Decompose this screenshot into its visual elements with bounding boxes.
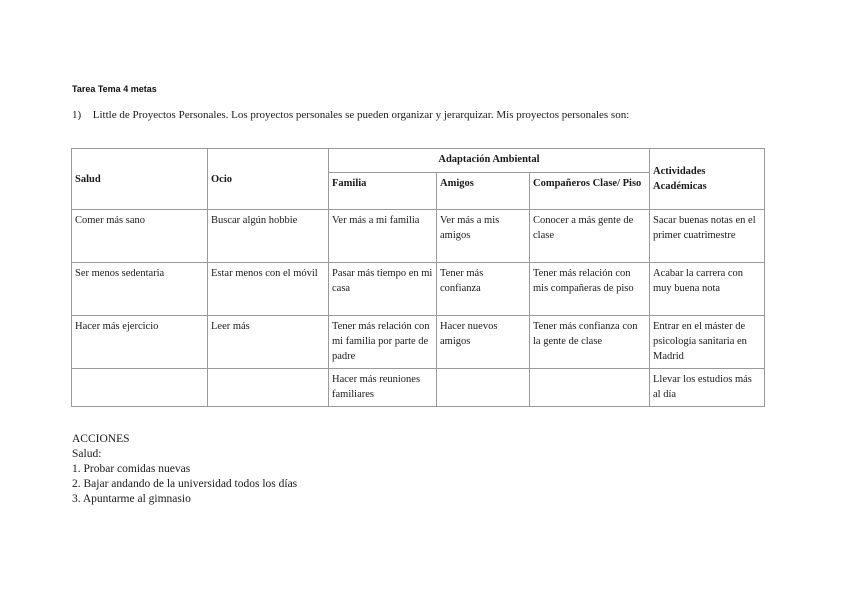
header-adaptacion-ambiental: Adaptación Ambiental — [329, 149, 650, 173]
intro-paragraph — [72, 109, 629, 121]
list-item: 2. Bajar andando de la universidad todos los días — [72, 478, 298, 490]
table-cell: Estar menos con el móvil — [208, 263, 329, 316]
table-cell: Ver más a mi familia — [329, 210, 437, 263]
table-cell: Tener más confianza — [437, 263, 530, 316]
table-row — [72, 210, 765, 263]
table-cell: Hacer más ejercicio — [72, 316, 208, 369]
projects-table — [71, 148, 765, 407]
table-cell: Pasar más tiempo en mi casa — [329, 263, 437, 316]
document-title: Tarea Tema 4 metas — [72, 84, 157, 94]
table-cell — [530, 369, 650, 407]
table-row — [72, 263, 765, 316]
table-cell — [437, 369, 530, 407]
intro-number: 1) — [72, 109, 82, 121]
table-cell: Acabar la carrera con muy buena nota — [650, 263, 765, 316]
header-familia: Familia — [329, 173, 437, 210]
table-cell: Tener más relación con mis compañeras de piso — [530, 263, 650, 316]
header-salud: Salud — [72, 149, 208, 210]
header-actividades-academicas: Actividades Académicas — [650, 149, 765, 210]
intro-text: Little de Proyectos Personales. Los proyectos personales se pueden organizar y jerarquizar. Mis proyectos personales son: — [92, 109, 630, 121]
acciones-heading: ACCIONES — [72, 433, 130, 445]
list-item: 1. Probar comidas nuevas — [72, 463, 191, 475]
header-companeros: Compañeros Clase/ Piso — [530, 173, 650, 210]
table-cell: Tener más relación con mi familia por parte de padre — [329, 316, 437, 369]
table-cell: Hacer nuevos amigos — [437, 316, 530, 369]
header-amigos: Amigos — [437, 173, 530, 210]
table-row — [72, 369, 765, 407]
table-cell: Tener más confianza con la gente de clase — [530, 316, 650, 369]
list-item: 3. Apuntarme al gimnasio — [72, 493, 191, 505]
table-cell — [208, 369, 329, 407]
table-cell: Comer más sano — [72, 210, 208, 263]
table-cell: Leer más — [208, 316, 329, 369]
acciones-category: Salud: — [72, 448, 102, 460]
table-cell: Entrar en el máster de psicología sanitaria en Madrid — [650, 316, 765, 369]
table-cell: Ser menos sedentaria — [72, 263, 208, 316]
table-row — [72, 316, 765, 369]
acciones-section — [72, 432, 297, 507]
table-cell: Ver más a mis amigos — [437, 210, 530, 263]
table-cell: Llevar los estudios más al día — [650, 369, 765, 407]
table-cell: Hacer más reuniones familiares — [329, 369, 437, 407]
table-cell — [72, 369, 208, 407]
table-cell: Sacar buenas notas en el primer cuatrimestre — [650, 210, 765, 263]
table-cell: Buscar algún hobbie — [208, 210, 329, 263]
header-ocio: Ocio — [208, 149, 329, 210]
table-cell: Conocer a más gente de clase — [530, 210, 650, 263]
